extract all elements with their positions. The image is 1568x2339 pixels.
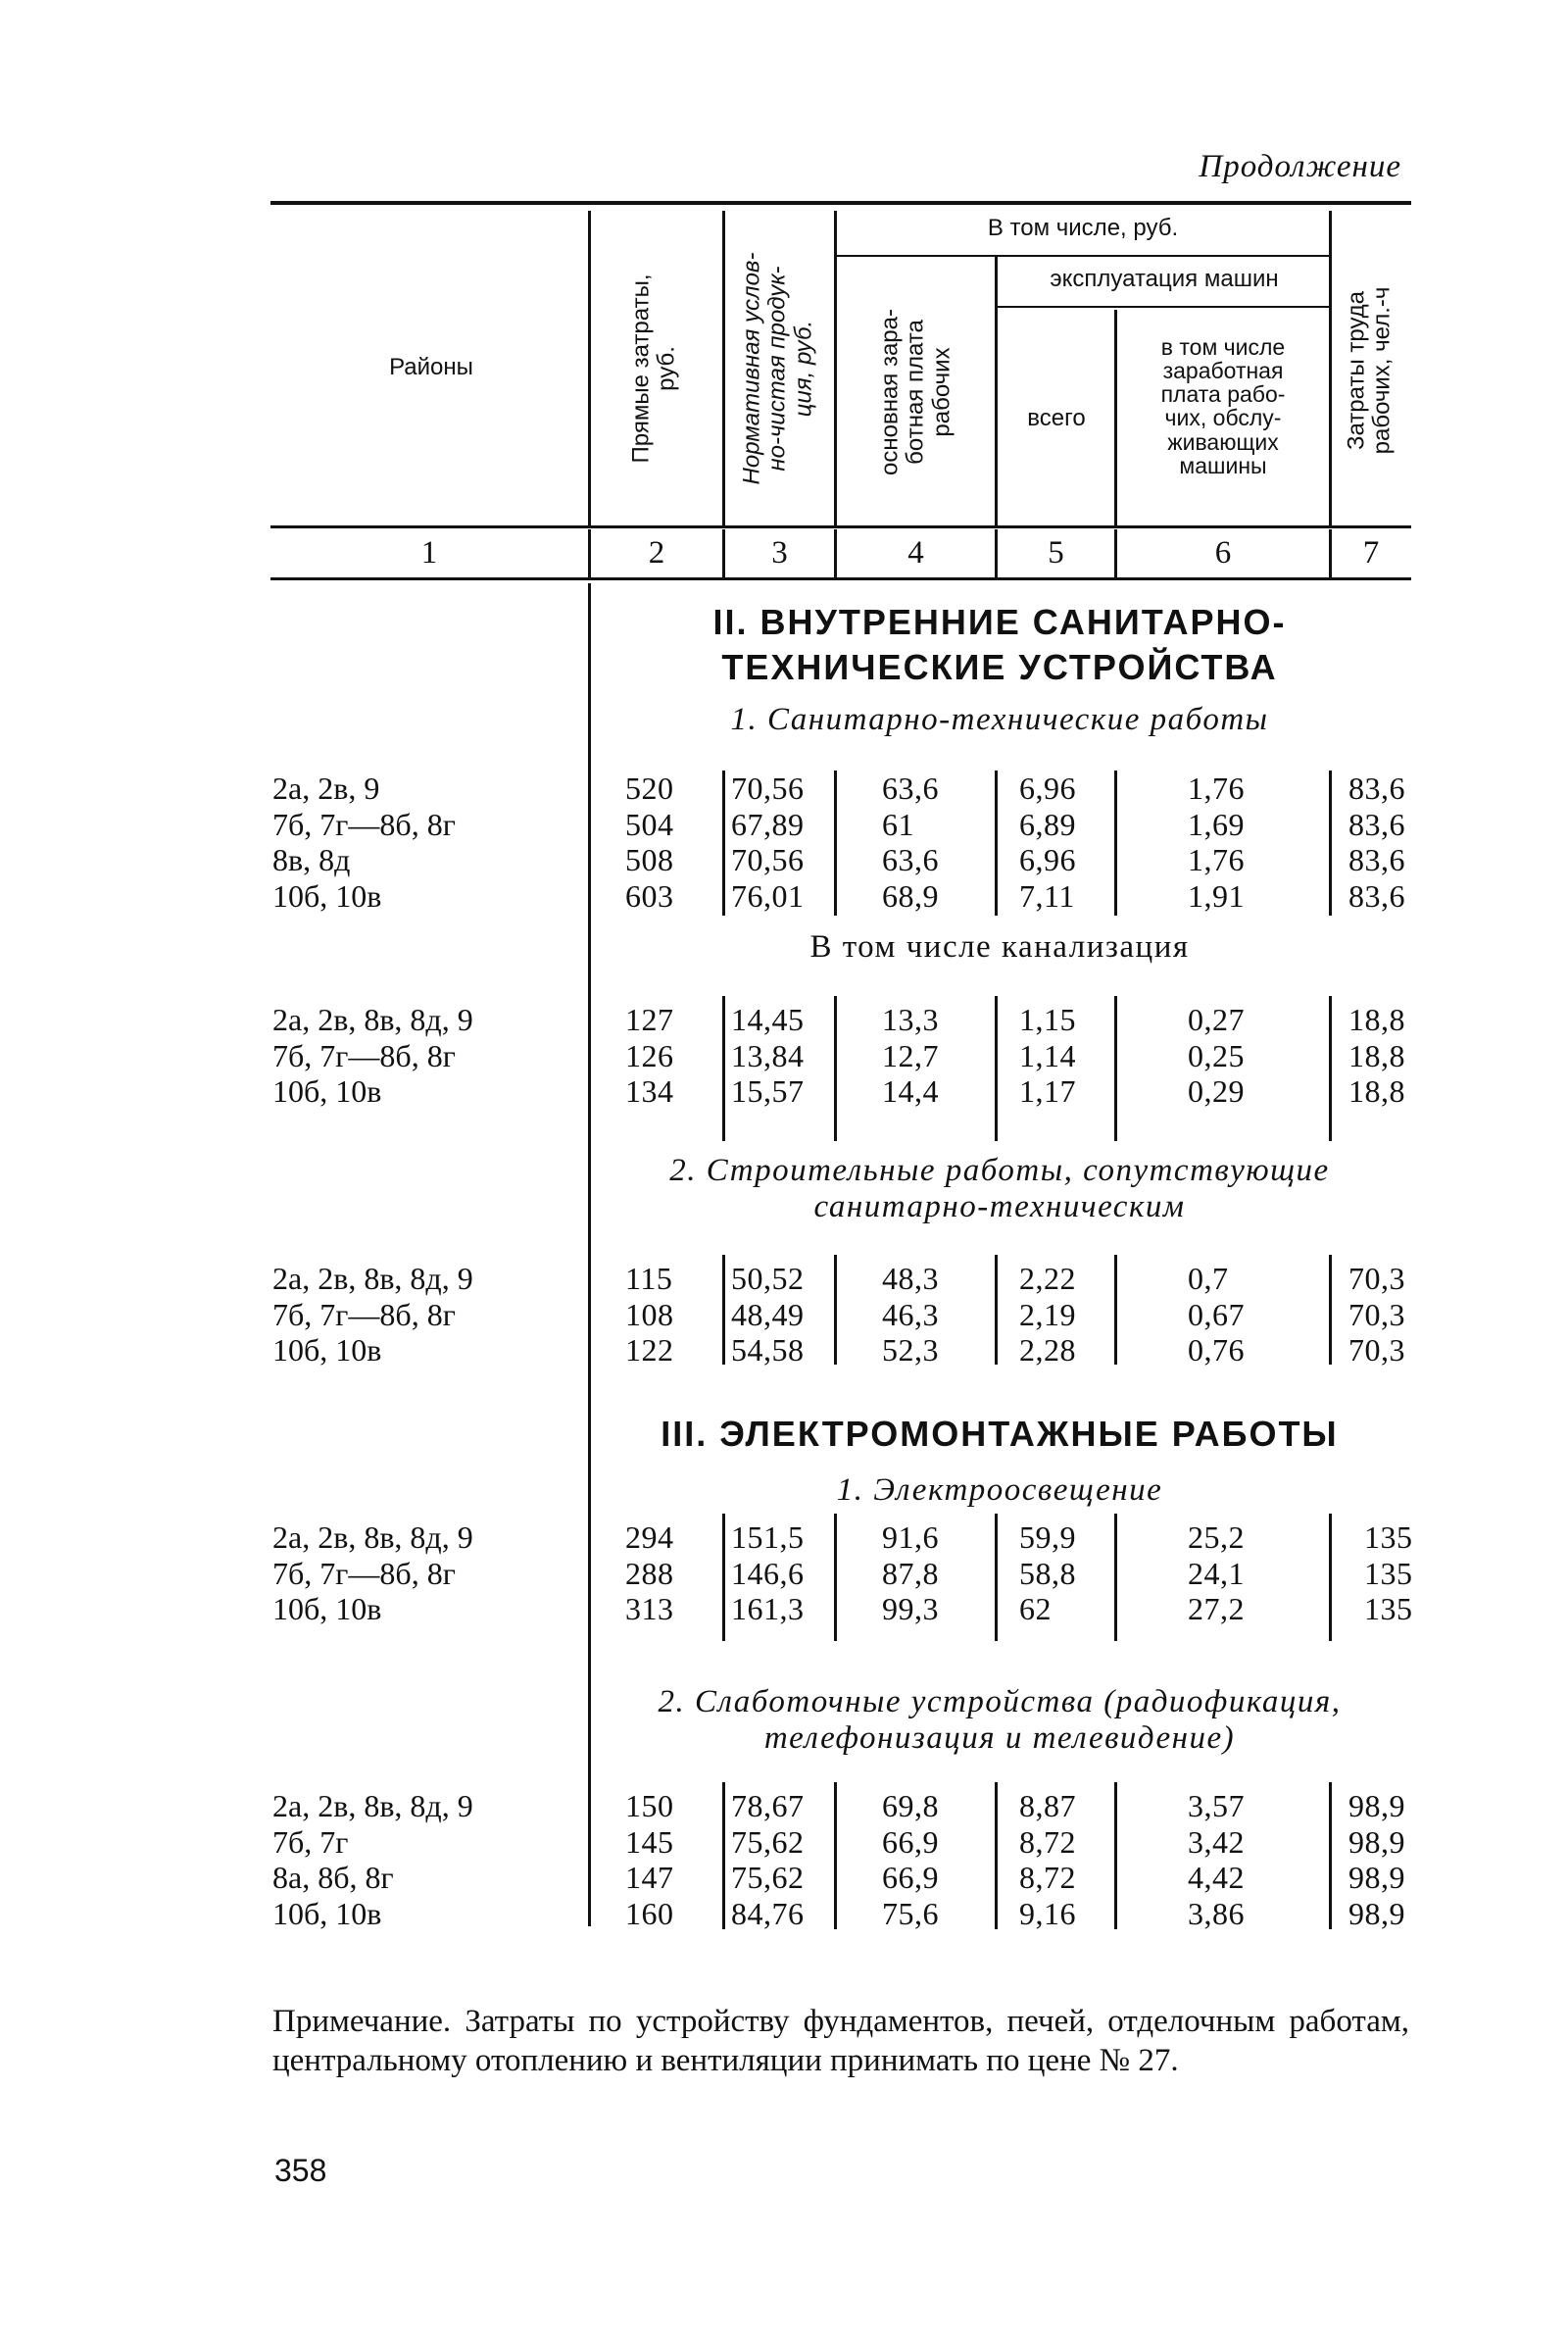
group5-labor: 98,9 98,9 98,9 98,9 <box>1348 1788 1405 1931</box>
group5-vline-3 <box>722 1782 725 1929</box>
group1-vline-3 <box>722 771 725 916</box>
sub-rule-machines <box>997 306 1331 308</box>
group3-machine-total: 2,22 2,19 2,28 <box>1019 1261 1076 1368</box>
group5-machine-total: 8,87 8,72 8,72 9,16 <box>1019 1788 1076 1931</box>
group5-regions: 2а, 2в, 8в, 8д, 9 7б, 7г 8а, 8б, 8г 10б, 10в <box>272 1788 473 1931</box>
group1-vline-6 <box>1114 771 1117 916</box>
group2-vline-5 <box>995 996 998 1141</box>
header-base-wage: основная зара- ботная плата рабочих <box>876 308 956 476</box>
header-direct-costs: Прямые затраты, руб. <box>627 274 680 464</box>
header-vline-1 <box>588 211 591 526</box>
group4-machine-total: 59,9 58,8 62 <box>1019 1519 1076 1626</box>
header-labor-costs: Затраты труда рабочих, чел.-ч <box>1343 286 1396 455</box>
section-2-1-title: 1. Санитарно-технические работы <box>730 702 1269 737</box>
group2-labor: 18,8 18,8 18,8 <box>1348 1002 1405 1109</box>
group5-normative: 78,67 75,62 75,62 84,76 <box>731 1788 805 1931</box>
colnum-2: 2 <box>648 535 665 571</box>
group4-vline-6 <box>1114 1514 1117 1641</box>
section-3-1-title: 1. Электроосвещение <box>836 1472 1163 1508</box>
group2-vline-3 <box>722 996 725 1141</box>
table-top-rule <box>270 201 1411 205</box>
footnote-text: Примечание. Затраты по устройству фундаментов, печей, отделочным работам, центральному отоплению и вентиляции принимать по цене № 27. <box>272 2004 1409 2078</box>
header-machine-operation: эксплуатация машин <box>1050 266 1279 292</box>
header-vline-6 <box>1329 211 1332 526</box>
group3-normative: 50,52 48,49 54,58 <box>731 1261 805 1368</box>
group1-machine-wage: 1,76 1,69 1,76 1,91 <box>1188 771 1245 914</box>
group5-vline-6 <box>1114 1782 1117 1929</box>
colnum-7: 7 <box>1362 535 1380 571</box>
group1-direct-costs: 520 504 508 603 <box>625 771 674 914</box>
group1-base-wage: 63,6 61 63,6 68,9 <box>882 771 939 914</box>
header-vline-3 <box>834 211 837 526</box>
colnum-3: 3 <box>771 535 788 571</box>
sewerage-subtitle: В том числе канализация <box>809 929 1190 965</box>
header-vline-2 <box>722 211 725 526</box>
group2-machine-total: 1,15 1,14 1,17 <box>1019 1002 1076 1109</box>
group5-vline-7 <box>1329 1782 1332 1929</box>
group4-labor: 135 135 135 <box>1364 1519 1413 1626</box>
group3-vline-3 <box>722 1255 725 1365</box>
section-3-2-title: 2. Слаботочные устройства (радиофикация, телефонизация и телевидение) <box>658 1684 1342 1756</box>
group4-machine-wage: 25,2 24,1 27,2 <box>1188 1519 1245 1626</box>
header-total: всего <box>1027 405 1086 431</box>
group1-vline-4 <box>834 771 837 916</box>
group2-vline-4 <box>834 996 837 1141</box>
page-number: 358 <box>274 2153 327 2188</box>
group5-vline-5 <box>995 1782 998 1929</box>
group3-regions: 2а, 2в, 8в, 8д, 9 7б, 7г—8б, 8г 10б, 10в <box>272 1261 473 1368</box>
group2-vline-7 <box>1329 996 1332 1141</box>
group1-normative: 70,56 67,89 70,56 76,01 <box>731 771 805 914</box>
section-2-title: II. ВНУТРЕННИЕ САНИТАРНО- ТЕХНИЧЕСКИЕ УСТРОЙСТВА <box>712 602 1287 687</box>
group2-machine-wage: 0,27 0,25 0,29 <box>1188 1002 1245 1109</box>
group2-normative: 14,45 13,84 15,57 <box>731 1002 805 1109</box>
header-incl-wage: в том числе заработная плата рабо- чих, обслу- живающих машины <box>1160 334 1286 478</box>
group4-vline-4 <box>834 1514 837 1641</box>
header-normative-product: Нормативная услов- но-чистая продук- ция, руб. <box>738 252 817 485</box>
group1-vline-5 <box>995 771 998 916</box>
header-vline-4 <box>995 257 998 526</box>
group3-machine-wage: 0,7 0,67 0,76 <box>1188 1261 1245 1368</box>
group4-vline-5 <box>995 1514 998 1641</box>
group3-vline-4 <box>834 1255 837 1365</box>
group2-vline-6 <box>1114 996 1117 1141</box>
section-3-title: III. ЭЛЕКТРОМОНТАЖНЫЕ РАБОТЫ <box>661 1414 1339 1454</box>
colnum-5: 5 <box>1048 535 1064 571</box>
group4-regions: 2а, 2в, 8в, 8д, 9 7б, 7г—8б, 8г 10б, 10в <box>272 1519 473 1626</box>
colnum-bottom-rule <box>270 577 1411 580</box>
group2-regions: 2а, 2в, 8в, 8д, 9 7б, 7г—8б, 8г 10б, 10в <box>272 1002 473 1109</box>
header-regions: Районы <box>389 354 473 380</box>
group3-vline-7 <box>1329 1255 1332 1365</box>
group2-direct-costs: 127 126 134 <box>625 1002 674 1109</box>
group4-vline-7 <box>1329 1514 1332 1641</box>
group1-labor: 83,6 83,6 83,6 83,6 <box>1348 771 1405 914</box>
group1-vline-7 <box>1329 771 1332 916</box>
group4-direct-costs: 294 288 313 <box>625 1519 674 1626</box>
sub-rule-including <box>836 255 1331 257</box>
group3-vline-6 <box>1114 1255 1117 1365</box>
group5-base-wage: 69,8 66,9 66,9 75,6 <box>882 1788 939 1931</box>
group4-vline-3 <box>722 1514 725 1641</box>
group5-machine-wage: 3,57 3,42 4,42 3,86 <box>1188 1788 1245 1931</box>
header-bottom-rule <box>270 525 1411 528</box>
group1-machine-total: 6,96 6,89 6,96 7,11 <box>1019 771 1076 914</box>
group1-regions: 2а, 2в, 9 7б, 7г—8б, 8г 8в, 8д 10б, 10в <box>272 771 456 914</box>
header-vline-5 <box>1114 310 1117 526</box>
group4-normative: 151,5 146,6 161,3 <box>731 1519 805 1626</box>
group2-base-wage: 13,3 12,7 14,4 <box>882 1002 939 1109</box>
group3-base-wage: 48,3 46,3 52,3 <box>882 1261 939 1368</box>
group5-direct-costs: 150 145 147 160 <box>625 1788 674 1931</box>
continuation-label: Продолжение <box>1199 149 1401 184</box>
colnum-6: 6 <box>1214 535 1232 571</box>
group3-vline-5 <box>995 1255 998 1365</box>
group3-direct-costs: 115 108 122 <box>625 1261 674 1368</box>
section-2-2-title: 2. Строительные работы, сопутствующие санитарно-техническим <box>669 1153 1330 1224</box>
group3-labor: 70,3 70,3 70,3 <box>1348 1261 1405 1368</box>
group4-base-wage: 91,6 87,8 99,3 <box>882 1519 939 1626</box>
group5-vline-4 <box>834 1782 837 1929</box>
colnum-1: 1 <box>420 535 438 571</box>
header-including-rub: В том числе, руб. <box>987 215 1179 241</box>
colnum-4: 4 <box>907 535 924 571</box>
